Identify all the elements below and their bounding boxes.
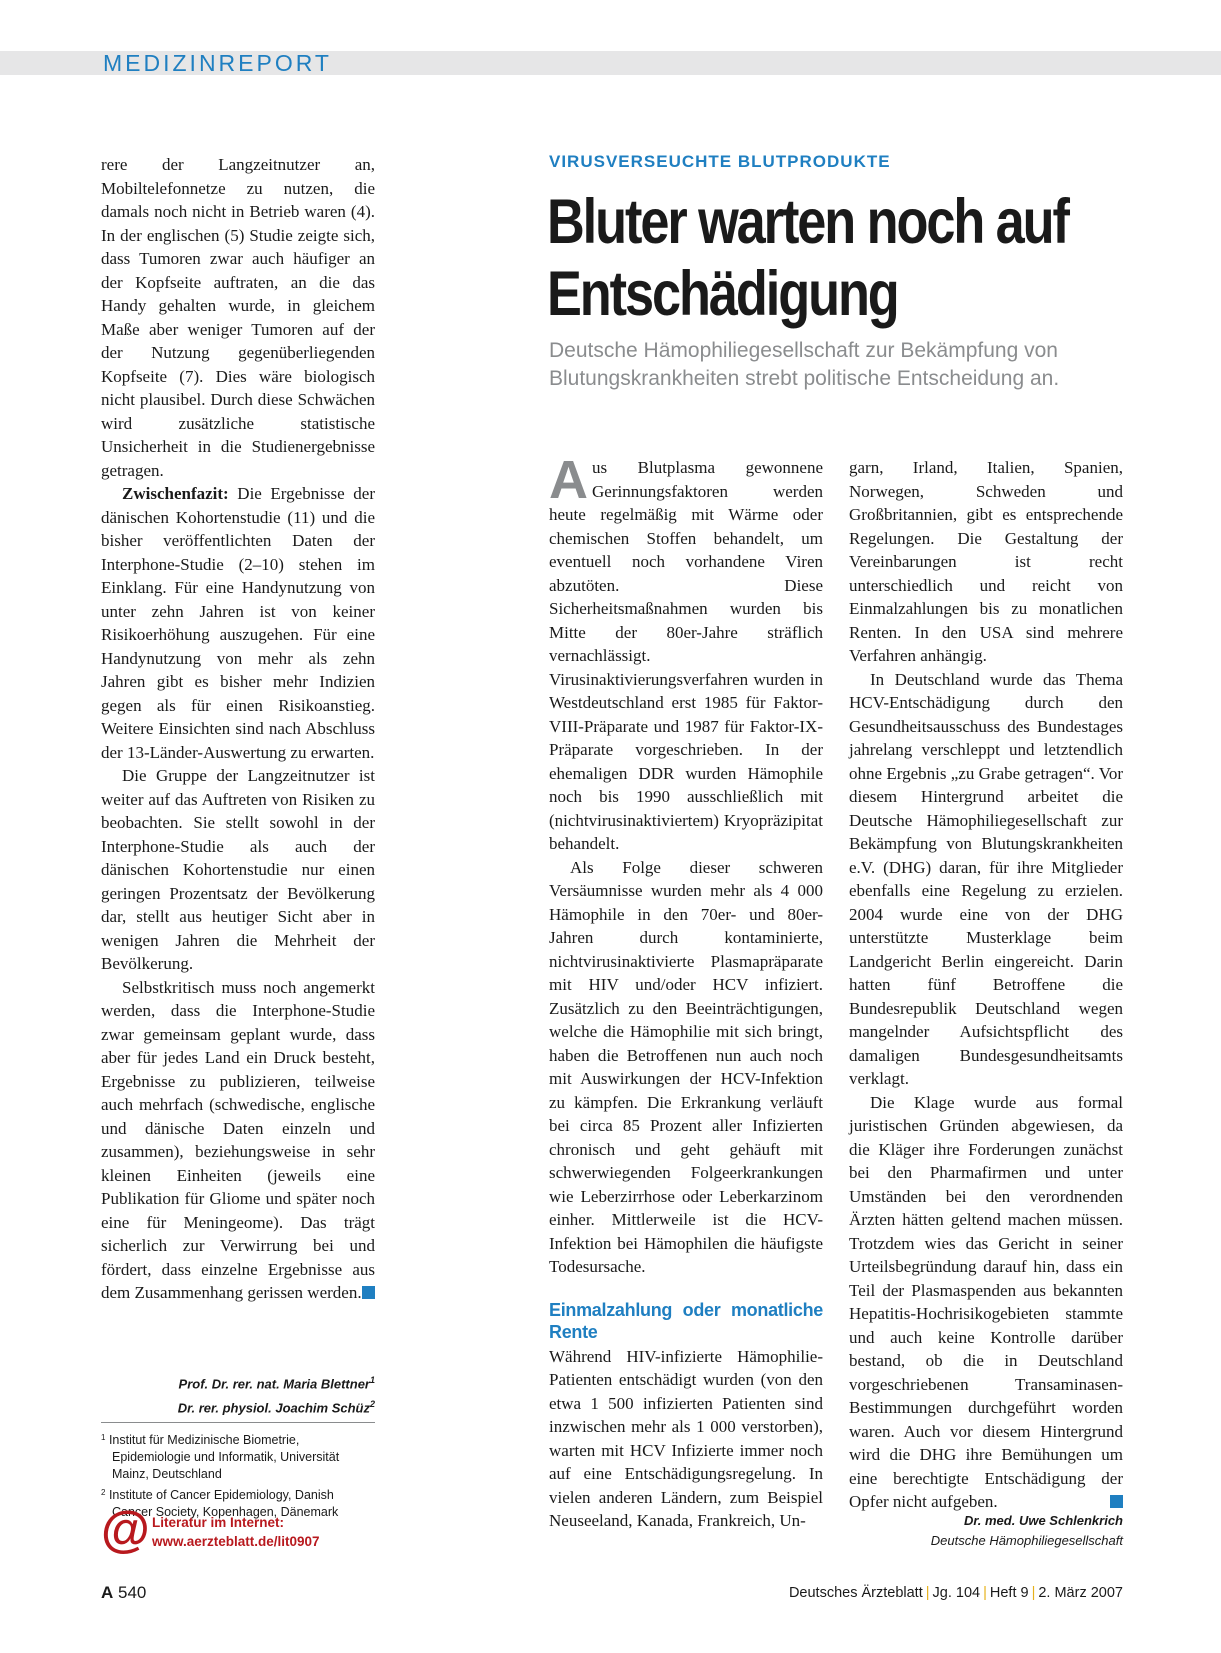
left-column <box>101 153 375 1305</box>
left-paragraph-text: Selbstkritisch muss noch angemerkt werden, dass die Interphone-Studie zwar gemeinsam geplant wurde, dass aber für jedes Land ein Druck besteht, Ergebnisse zu publizieren, teilweise auch mehrfach (schwedische, englische und dänische Daten einzeln und zusammen), beziehungsweise in sehr kleinen Einheiten (jeweils eine Publikation für Gliome und später noch eine für Meningeome). Das trägt sicherlich zur Verwirrung bei und fördert, dass einzelne Ergebnisse aus dem Zusammenhang gerissen werden. <box>101 977 375 1302</box>
article-headline <box>547 186 1068 330</box>
page-number <box>101 1583 146 1603</box>
footnote <box>101 1429 375 1483</box>
article-paragraph-text: Die Klage wurde aus formal juristischen Gründen abgewiesen, da die Kläger ihre Forderungen zunächst bei den Pharmafirmen und unter Umständen bei den verordnenden Ärzten hätten geltend machen müssen. Trotzdem wies das Gericht in seiner Urteilsbegründung darauf hin, dass ein Teil der Plasmaspenden aus bekannten Hepatitis-Hochrisikogebieten stammte und auch keine Kontrolle darüber bestand, ob die in Deutschland vorgeschriebenen Transaminasen-Bestimmungen durchgeführt worden waren. Auch vor diesem Hintergrund wird die DHG ihre Bemühungen um eine berechtigte Entschädigung der Opfer nicht aufgeben. <box>849 1092 1123 1511</box>
article-signature <box>849 1511 1123 1551</box>
article-paragraph <box>849 1091 1123 1514</box>
interim-conclusion-text: Die Ergebnisse der dänischen Kohortenstudie (11) und die bisher veröffentlichten Daten der Interphone-Studie (2–10) stehen im Einklang. Für eine Handynutzung von unter zehn Jahren ist von keiner Risikoerhöhung auszugehen. Für eine Handynutzung von mehr als zehn Jahren gibt es bisher mehr Indizien gegen als für einen Risikoanstieg. Weitere Einsichten sind nach Abschluss der 13-Länder-Auswertung zu erwarten. <box>101 484 375 762</box>
journal-issue: Heft 9 <box>989 1585 1029 1601</box>
journal-date: 2. März 2007 <box>1038 1585 1123 1601</box>
literature-label: Literatur im Internet: <box>152 1515 285 1530</box>
left-paragraph: rere der Langzeitnutzer an, Mobiltelefonnetze zu nutzen, die damals noch nicht in Betrieb waren (4). In der englischen (5) Studie zeigte sich, dass Tumoren zwar auch häufiger an der Kopfseite auftraten, an die das Handy gehalten wurde, in gleichem Maße aber weniger Tumoren auf der der Nutzung gegenüberliegenden Kopfseite (7). Dies wäre biologisch nicht plausibel. Durch diese Schwächen wird zusätzliche statistische Unsicherheit in die Studienergebnisse getragen. <box>101 155 375 480</box>
literature-link[interactable]: www.aerzteblatt.de/lit0907 <box>152 1534 320 1549</box>
author-line <box>101 1394 375 1418</box>
dropcap: A <box>549 450 588 510</box>
author-name: Dr. rer. physiol. Joachim Schüz <box>177 1400 370 1416</box>
signature-organization: Deutsche Hämophiliegesellschaft <box>930 1533 1123 1548</box>
article-paragraph: Während HIV-infizierte Hämophilie-Patienten entschädigt wurden (von den etwa 1 500 infizierten Patienten sind inzwischen mehr als 1 000 verstorben), warten mit HCV Infizierte immer noch auf eine Entschädigungsregelung. In vielen anderen Ländern, zum Beispiel Neuseeland, Kanada, Frankreich, Un- <box>549 1346 823 1530</box>
footnote-text: Institute of Cancer Epidemiology, Danish Cancer Society, Kopenhagen, Dänemark <box>108 1488 339 1519</box>
footnote-number: 1 <box>101 1433 106 1442</box>
end-mark-icon <box>362 1286 375 1299</box>
signature-name: Dr. med. Uwe Schlenkrich <box>964 1513 1123 1528</box>
article-paragraph: Als Folge dieser schweren Versäumnisse wurden mehr als 4 000 Hämophile in den 70er- und 80er-Jahren durch kontaminierte, nichtvirusinaktivierte Plasmapräparate mit HIV und/oder HCV infiziert. Zusätzlich zu den Beeinträchtigungen, welche die Hämophilie mit sich bringt, haben die Betroffenen nun auch noch mit Auswirkungen der HCV-Infektion zu kämpfen. Die Erkrankung verläuft bei circa 85 Prozent aller Infizierten chronisch und geht gehäuft mit schwerwiegenden Folgeerkrankungen wie Leberzirrhose oder Leberkarzinom einher. Mittlerweile ist die HCV-Infektion bei Hämophilen die häufigste Todesursache. <box>549 857 823 1276</box>
headline-line: Entschädigung <box>547 259 898 329</box>
article-column-middle <box>549 450 823 1533</box>
article-column-right <box>849 456 1123 1514</box>
left-paragraph <box>101 482 375 764</box>
article-kicker: VIRUSVERSEUCHTE BLUTPRODUKTE <box>549 152 891 171</box>
separator: | <box>925 1585 930 1601</box>
article-subtitle: Deutsche Hämophiliegesellschaft zur Bekämpfung von Blutungskrankheiten strebt politische Entscheidung an. <box>549 339 1060 390</box>
article-paragraph: In Deutschland wurde das Thema HCV-Entschädigung durch den Gesundheitsausschuss des Bundestages jahrelang verschleppt und letztendlich ohne Ergebnis „zu Grabe getragen“. Vor diesem Hintergrund arbeitet die Deutsche Hämophiliegesellschaft zur Bekämpfung von Blutungskrankheiten e.V. (DHG) daran, für ihre Mitglieder ebenfalls eine Regelung zu erzielen. 2004 wurde eine von der DHG unterstützte Musterklage beim Landgericht Berlin eingereicht. Darin hatten fünf Betroffene die Bundesrepublik Deutschland wegen mangelnder Aufsichtspflicht des damaligen Bundesgesundheitsamts verklagt. <box>849 669 1123 1088</box>
author-name: Prof. Dr. rer. nat. Maria Blettner <box>178 1376 370 1392</box>
at-icon: @ <box>101 1501 150 1557</box>
journal-volume: Jg. 104 <box>932 1585 981 1601</box>
section-label: MEDIZINREPORT <box>103 50 332 76</box>
author-sup: 1 <box>369 1375 375 1385</box>
article-paragraph <box>549 450 823 856</box>
left-paragraph <box>101 976 375 1305</box>
article-paragraph-text: us Blutplasma gewonnene Gerinnungsfaktoren werden heute regelmäßig mit Wärme oder chemischen Stoffen behandelt, um eventuell noch vorhandene Viren abzutöten. Diese Sicherheitsmaßnahmen wurden bis Mitte der 80er-Jahre sträflich vernachlässigt. Virusinaktivierungsverfahren wurden in Westdeutschland erst 1985 für Faktor-VIII-Präparate und 1987 für Faktor-IX-Präparate vorgeschrieben. In der ehemaligen DDR wurden Hämophile noch bis 1990 ausschließlich mit (nichtvirusinaktiviertem) Kryopräzipitat behandelt. <box>549 458 823 853</box>
end-mark-icon <box>1110 1495 1123 1508</box>
journal-info <box>789 1585 1123 1601</box>
author-line <box>101 1370 375 1394</box>
headline-line: Bluter warten noch auf <box>547 187 1068 257</box>
separator: | <box>1031 1585 1036 1601</box>
footnote-number: 2 <box>101 1488 106 1497</box>
left-paragraph: Die Gruppe der Langzeitnutzer ist weiter auf das Auftreten von Risiken zu beobachten. Sie stellt sowohl in der Interphone-Studie als auch der dänischen Kohortenstudie nur einen geringen Prozentsatz der Bevölkerung dar, stellt aus heutiger Sicht aber in wenigen Jahren die Mehrheit der Bevölkerung. <box>101 766 375 973</box>
page-prefix: A <box>101 1583 114 1602</box>
article-subheading: Einmalzahlung oder monatliche Rente <box>549 1299 823 1342</box>
article-paragraph: garn, Irland, Italien, Spanien, Norwegen, Schweden und Großbritannien, gibt es entsprechende Regelungen. Die Gestaltung der Vereinbarungen ist recht unterschiedlich und reicht von Einmalzahlungen bis zu monatlichen Renten. In den USA sind mehrere Verfahren anhängig. <box>849 458 1123 665</box>
author-sup: 2 <box>369 1399 375 1410</box>
page-number-value: 540 <box>118 1583 147 1602</box>
interim-conclusion-lead: Zwischenfazit: <box>122 484 229 503</box>
journal-name: Deutsches Ärzteblatt <box>788 1585 923 1601</box>
footnote-text: Institut für Medizinische Biometrie, Epidemiologie und Informatik, Universität Mainz, Deutschland <box>108 1433 340 1481</box>
author-block <box>101 1370 375 1419</box>
footnote-divider <box>101 1422 375 1423</box>
separator: | <box>983 1585 987 1601</box>
literature-text <box>152 1513 320 1551</box>
